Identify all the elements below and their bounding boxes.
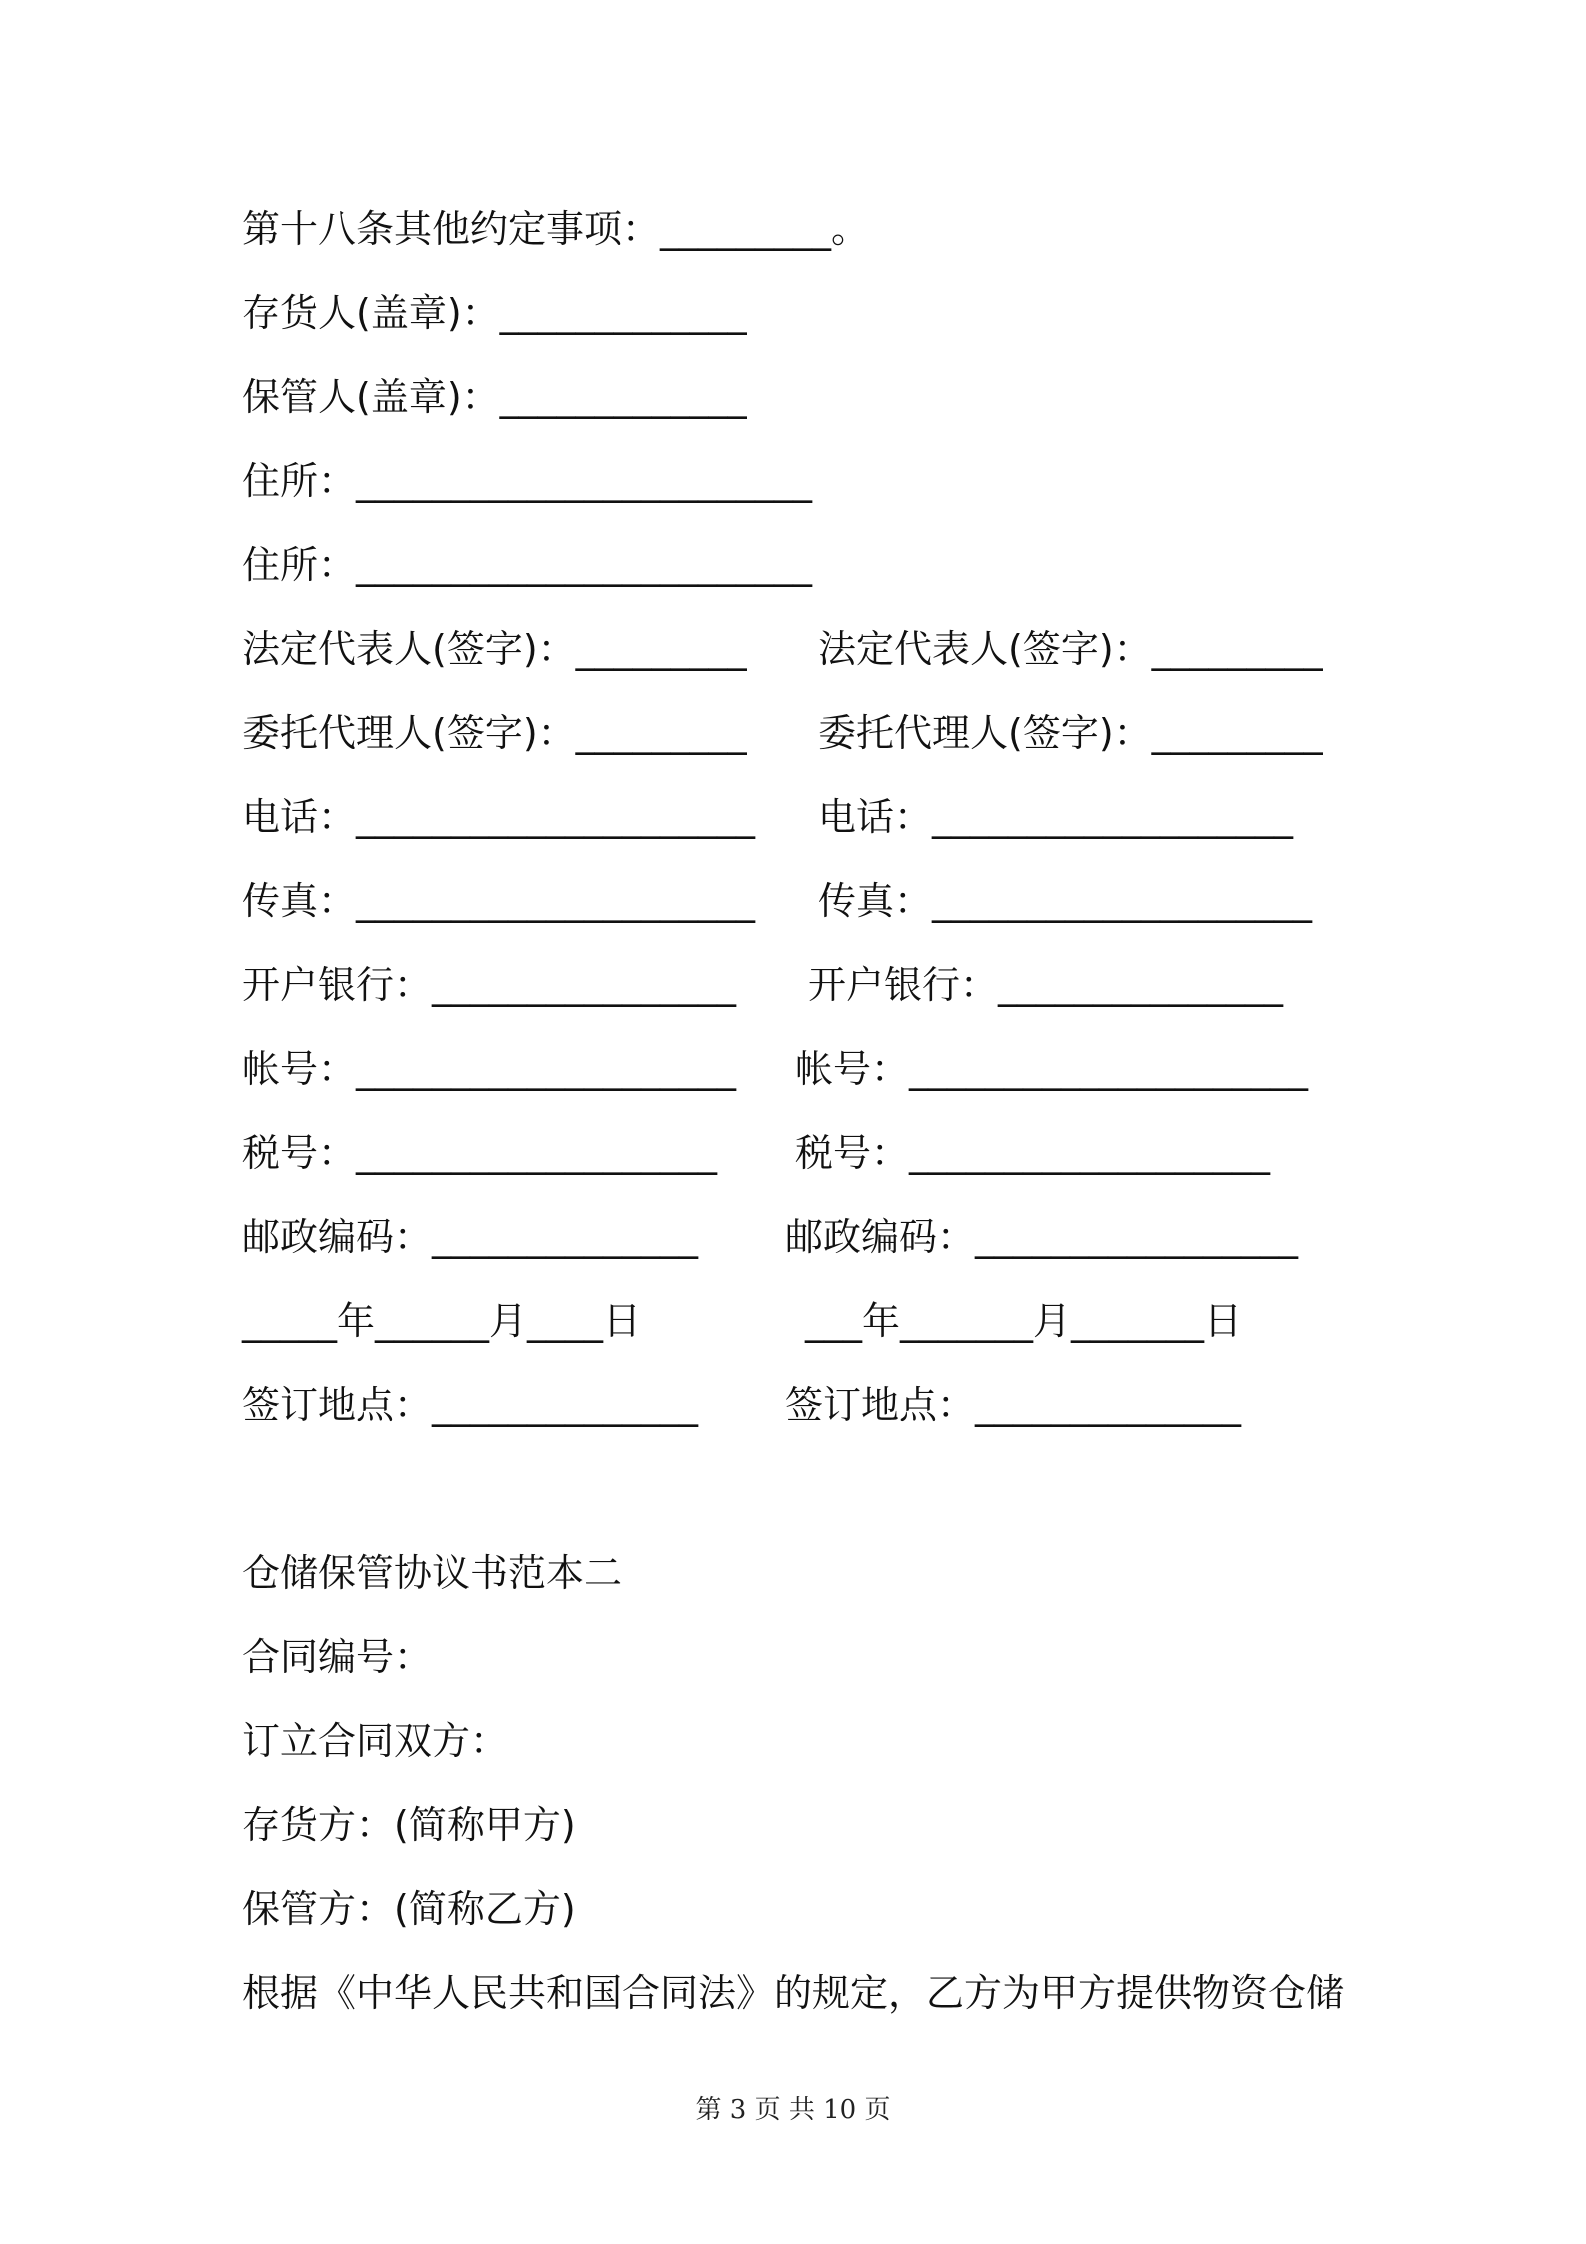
bank-left: 开户银行：________________ [242,963,737,1007]
address-field-a: 住所：________________________ [242,459,813,503]
tax-no-left: 税号：___________________ [242,1131,718,1175]
legal-rep-right: 法定代表人(签字)：_________ [818,627,1323,671]
date-left: _____年______月____日 [242,1299,642,1343]
account-left: 帐号：____________________ [242,1047,737,1091]
page-number-footer: 第 3 页 共 10 页 [695,2095,891,2125]
address-field-b: 住所：________________________ [242,543,813,587]
depositor-seal-field: 存货人(盖章)：_____________ [242,291,747,335]
signing-place-left: 签订地点：______________ [242,1383,699,1427]
depositor-party: 存货方：(简称甲方) [242,1803,576,1847]
postcode-left: 邮政编码：______________ [242,1215,699,1259]
account-right: 帐号：_____________________ [795,1047,1309,1091]
contract-number-label: 合同编号： [242,1635,433,1679]
date-right: ___年_______月_______日 [805,1299,1243,1343]
phone-right: 电话：___________________ [818,795,1294,839]
fax-left: 传真：_____________________ [242,879,756,923]
article-18-other-matters: 第十八条其他约定事项：_________。 [242,207,870,251]
phone-left: 电话：_____________________ [242,795,756,839]
postcode-right: 邮政编码：_________________ [785,1215,1299,1259]
agent-right: 委托代理人(签字)：_________ [818,711,1323,755]
legal-basis-paragraph: 根据《中华人民共和国合同法》的规定，乙方为甲方提供物资仓储 [242,1971,1345,2015]
contracting-parties-label: 订立合同双方： [242,1719,509,1763]
keeper-party: 保管方：(简称乙方) [242,1887,576,1931]
fax-right: 传真：____________________ [818,879,1313,923]
section-2-title: 仓储保管协议书范本二 [242,1551,623,1595]
agent-left: 委托代理人(签字)：_________ [242,711,747,755]
bank-right: 开户银行：_______________ [808,963,1284,1007]
legal-rep-left: 法定代表人(签字)：_________ [242,627,747,671]
keeper-seal-field: 保管人(盖章)：_____________ [242,375,747,419]
tax-no-right: 税号：___________________ [795,1131,1271,1175]
signing-place-right: 签订地点：______________ [785,1383,1242,1427]
